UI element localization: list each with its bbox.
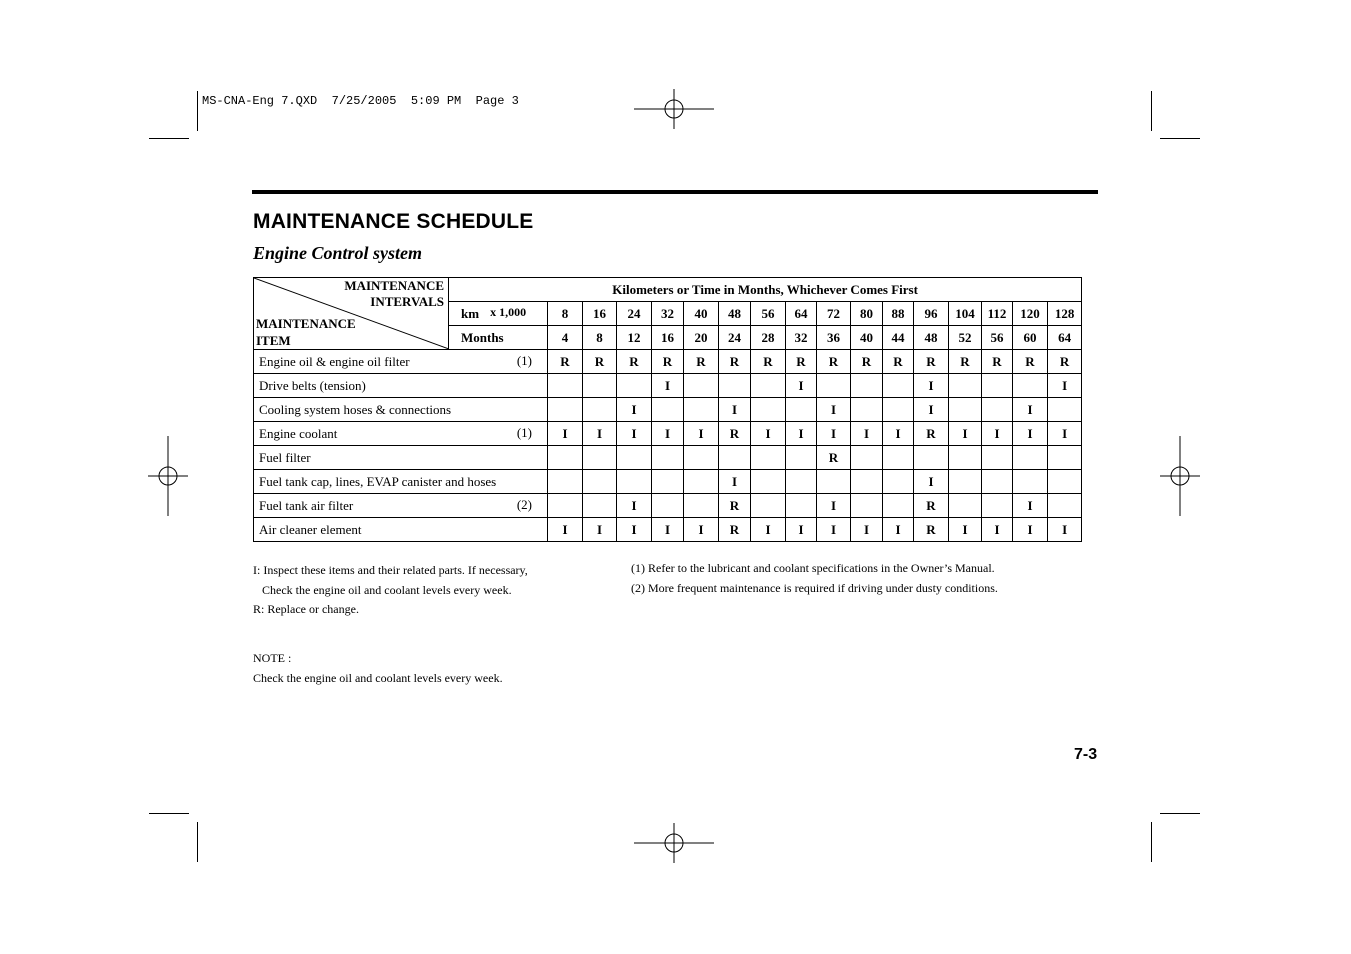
schedule-cell: I [817, 422, 851, 446]
schedule-cell [548, 446, 583, 470]
maintenance-item-label: Air cleaner element [259, 521, 362, 537]
schedule-cell: R [617, 350, 652, 374]
maintenance-item [254, 494, 548, 518]
crop-mark-bl-vertical [197, 822, 198, 862]
km-value: 32 [652, 302, 684, 326]
schedule-cell [652, 398, 684, 422]
note-text: Check the engine oil and coolant levels every week. [253, 671, 503, 685]
km-value: 64 [786, 302, 817, 326]
months-value: 44 [883, 326, 914, 350]
schedule-cell: I [1048, 374, 1082, 398]
km-value: 104 [949, 302, 982, 326]
maintenance-item [254, 446, 548, 470]
crop-mark-tr-horizontal [1160, 138, 1200, 139]
schedule-cell: R [851, 350, 883, 374]
schedule-cell [851, 398, 883, 422]
months-value: 8 [583, 326, 617, 350]
schedule-cell [751, 374, 786, 398]
footnote-2: (2) More frequent maintenance is required if driving under dusty conditions. [631, 581, 998, 595]
km-value: 88 [883, 302, 914, 326]
footnote-1: (1) Refer to the lubricant and coolant specifications in the Owner’s Manual. [631, 561, 995, 575]
km-value: 72 [817, 302, 851, 326]
schedule-cell: I [1013, 422, 1048, 446]
schedule-cell [949, 446, 982, 470]
maintenance-item [254, 422, 548, 446]
schedule-cell: R [583, 350, 617, 374]
schedule-cell [949, 374, 982, 398]
km-value: 96 [914, 302, 949, 326]
schedule-cell: I [548, 518, 583, 542]
schedule-cell: R [1013, 350, 1048, 374]
schedule-cell [786, 446, 817, 470]
registration-mark-top [634, 89, 714, 129]
table-corner-header [254, 278, 449, 350]
months-value: 24 [719, 326, 751, 350]
schedule-cell: I [719, 470, 751, 494]
schedule-cell: I [684, 422, 719, 446]
table-row [254, 518, 1082, 542]
schedule-cell [851, 470, 883, 494]
schedule-cell [982, 494, 1013, 518]
schedule-cell: R [914, 518, 949, 542]
km-value: 56 [751, 302, 786, 326]
schedule-cell: R [817, 350, 851, 374]
table-row [254, 374, 1082, 398]
schedule-cell: I [817, 398, 851, 422]
schedule-cell: R [786, 350, 817, 374]
schedule-cell: I [786, 374, 817, 398]
table-row [254, 398, 1082, 422]
km-value: 48 [719, 302, 751, 326]
schedule-cell: I [982, 518, 1013, 542]
schedule-cell: I [583, 518, 617, 542]
schedule-cell: R [751, 350, 786, 374]
corner-intervals-label [344, 278, 444, 310]
schedule-cell [617, 374, 652, 398]
months-value: 20 [684, 326, 719, 350]
schedule-cell: I [914, 470, 949, 494]
schedule-cell: I [617, 494, 652, 518]
schedule-cell [1048, 470, 1082, 494]
corner-item-label [256, 315, 356, 349]
schedule-cell: R [719, 350, 751, 374]
maintenance-item-note: (2) [516, 497, 532, 512]
schedule-cell [982, 398, 1013, 422]
schedule-cell: I [949, 422, 982, 446]
schedule-cell: R [949, 350, 982, 374]
schedule-cell [982, 446, 1013, 470]
note-block [253, 648, 503, 688]
months-value: 4 [548, 326, 583, 350]
schedule-cell [914, 446, 949, 470]
print-slug: MS-CNA-Eng 7.QXD 7/25/2005 5:09 PM Page 3 [202, 94, 519, 108]
schedule-cell [1013, 470, 1048, 494]
months-value: 32 [786, 326, 817, 350]
schedule-cell: I [786, 422, 817, 446]
schedule-cell [883, 470, 914, 494]
km-label-cell [449, 302, 548, 326]
table-row [254, 470, 1082, 494]
schedule-cell [719, 374, 751, 398]
maintenance-item-label: Engine coolant [259, 425, 338, 441]
months-value: 28 [751, 326, 786, 350]
schedule-cell [982, 470, 1013, 494]
section-top-rule [252, 190, 1098, 194]
months-value: 40 [851, 326, 883, 350]
schedule-cell [949, 494, 982, 518]
crop-mark-tr-vertical [1151, 91, 1152, 131]
schedule-cell: R [548, 350, 583, 374]
maintenance-item [254, 470, 548, 494]
schedule-cell [617, 470, 652, 494]
maintenance-item-note: (1) [516, 425, 532, 440]
schedule-cell: R [719, 422, 751, 446]
table-header-intervals: Kilometers or Time in Months, Whichever Comes First [449, 278, 1082, 302]
schedule-cell: I [652, 422, 684, 446]
schedule-cell [684, 398, 719, 422]
schedule-cell [786, 494, 817, 518]
schedule-cell: I [949, 518, 982, 542]
schedule-cell [751, 494, 786, 518]
corner-intervals-line2: INTERVALS [370, 294, 444, 309]
months-value: 64 [1048, 326, 1082, 350]
km-value: 16 [583, 302, 617, 326]
maintenance-item-label: Cooling system hoses & connections [259, 401, 452, 417]
schedule-cell: I [914, 374, 949, 398]
registration-mark-bottom [634, 823, 714, 863]
schedule-cell: I [982, 422, 1013, 446]
km-value: 112 [982, 302, 1013, 326]
table-row [254, 494, 1082, 518]
schedule-cell: I [583, 422, 617, 446]
maintenance-item-label: Fuel filter [259, 449, 311, 465]
months-value: 16 [652, 326, 684, 350]
table-row [254, 350, 1082, 374]
months-label: Months [449, 326, 548, 350]
months-value: 60 [1013, 326, 1048, 350]
schedule-cell: I [617, 518, 652, 542]
schedule-cell: I [817, 518, 851, 542]
corner-item-line2: ITEM [256, 333, 291, 348]
schedule-cell: I [751, 518, 786, 542]
legend-inspect-continued: Check the engine oil and coolant levels every week. [262, 583, 512, 597]
legend-replace: R: Replace or change. [253, 602, 359, 616]
km-value: 40 [684, 302, 719, 326]
legend-block [253, 560, 528, 619]
schedule-cell: R [684, 350, 719, 374]
schedule-cell: I [652, 374, 684, 398]
schedule-cell [684, 374, 719, 398]
schedule-cell [1048, 494, 1082, 518]
schedule-cell: R [914, 422, 949, 446]
schedule-cell [751, 398, 786, 422]
schedule-cell [1013, 446, 1048, 470]
schedule-cell [719, 446, 751, 470]
schedule-cell [1048, 398, 1082, 422]
table-row [254, 446, 1082, 470]
schedule-cell [751, 446, 786, 470]
schedule-cell [583, 494, 617, 518]
km-value: 8 [548, 302, 583, 326]
schedule-cell [548, 398, 583, 422]
schedule-cell [751, 470, 786, 494]
schedule-cell: I [652, 518, 684, 542]
maintenance-item-note: (1) [516, 353, 532, 368]
registration-mark-left [148, 436, 188, 516]
schedule-cell: I [751, 422, 786, 446]
schedule-cell [1048, 446, 1082, 470]
months-value: 48 [914, 326, 949, 350]
schedule-cell [583, 470, 617, 494]
schedule-cell [684, 470, 719, 494]
schedule-cell: I [883, 422, 914, 446]
maintenance-item [254, 398, 548, 422]
table-row [254, 422, 1082, 446]
schedule-cell [851, 494, 883, 518]
schedule-cell [883, 374, 914, 398]
schedule-cell: I [617, 398, 652, 422]
schedule-cell: R [1048, 350, 1082, 374]
schedule-cell [548, 494, 583, 518]
km-value: 80 [851, 302, 883, 326]
schedule-cell: R [914, 350, 949, 374]
schedule-cell [684, 446, 719, 470]
schedule-cell: I [1013, 518, 1048, 542]
schedule-cell [851, 374, 883, 398]
schedule-cell: R [719, 518, 751, 542]
schedule-cell [652, 494, 684, 518]
maintenance-item-label: Fuel tank air filter [259, 497, 354, 513]
schedule-cell [883, 494, 914, 518]
km-value: 120 [1013, 302, 1048, 326]
months-value: 36 [817, 326, 851, 350]
note-label: NOTE : [253, 651, 292, 665]
schedule-cell [786, 398, 817, 422]
schedule-cell [652, 470, 684, 494]
crop-mark-br-horizontal [1160, 813, 1200, 814]
schedule-cell: R [883, 350, 914, 374]
km-value: 24 [617, 302, 652, 326]
schedule-cell: I [548, 422, 583, 446]
section-title: MAINTENANCE SCHEDULE [253, 210, 534, 233]
schedule-cell: R [914, 494, 949, 518]
footnotes-block [631, 558, 998, 598]
crop-mark-tl-horizontal [149, 138, 189, 139]
schedule-cell [583, 374, 617, 398]
schedule-cell: I [1048, 422, 1082, 446]
months-value: 52 [949, 326, 982, 350]
maintenance-item-label: Fuel tank cap, lines, EVAP canister and hoses [259, 473, 497, 489]
maintenance-item-label: Drive belts (tension) [259, 377, 366, 393]
schedule-cell [684, 494, 719, 518]
km-unit: x 1,000 [490, 304, 527, 319]
schedule-cell [851, 446, 883, 470]
schedule-cell: R [982, 350, 1013, 374]
schedule-cell: I [851, 422, 883, 446]
crop-mark-bl-horizontal [149, 813, 189, 814]
schedule-cell: R [652, 350, 684, 374]
schedule-cell [1013, 374, 1048, 398]
maintenance-item [254, 374, 548, 398]
schedule-cell [617, 446, 652, 470]
schedule-cell: I [914, 398, 949, 422]
schedule-cell: I [1048, 518, 1082, 542]
schedule-cell: I [1013, 398, 1048, 422]
section-subtitle: Engine Control system [253, 243, 423, 263]
corner-item-line1: MAINTENANCE [256, 316, 356, 331]
km-label: km [461, 305, 480, 321]
maintenance-item [254, 350, 548, 374]
maintenance-item-label: Engine oil & engine oil filter [259, 353, 410, 369]
crop-mark-br-vertical [1151, 822, 1152, 862]
schedule-cell [949, 470, 982, 494]
schedule-cell [786, 470, 817, 494]
schedule-cell: R [817, 446, 851, 470]
schedule-cell: I [817, 494, 851, 518]
schedule-cell: I [883, 518, 914, 542]
schedule-cell: R [719, 494, 751, 518]
schedule-cell [982, 374, 1013, 398]
crop-mark-tl-vertical [197, 91, 198, 131]
maintenance-schedule-table [253, 277, 1082, 542]
registration-mark-right [1160, 436, 1200, 516]
schedule-cell: I [719, 398, 751, 422]
schedule-cell [548, 470, 583, 494]
schedule-cell [583, 398, 617, 422]
schedule-cell [817, 374, 851, 398]
maintenance-item [254, 518, 548, 542]
schedule-cell: I [617, 422, 652, 446]
schedule-cell [883, 398, 914, 422]
schedule-cell: I [684, 518, 719, 542]
legend-inspect: I: Inspect these items and their related parts. If necessary, [253, 563, 528, 577]
schedule-cell [548, 374, 583, 398]
page-number: 7-3 [1074, 746, 1098, 763]
schedule-cell: I [786, 518, 817, 542]
months-value: 12 [617, 326, 652, 350]
schedule-cell: I [851, 518, 883, 542]
schedule-cell [652, 446, 684, 470]
km-value: 128 [1048, 302, 1082, 326]
schedule-cell [883, 446, 914, 470]
schedule-cell [817, 470, 851, 494]
schedule-cell [583, 446, 617, 470]
months-value: 56 [982, 326, 1013, 350]
corner-intervals-line1: MAINTENANCE [344, 278, 444, 293]
schedule-cell: I [1013, 494, 1048, 518]
schedule-cell [949, 398, 982, 422]
